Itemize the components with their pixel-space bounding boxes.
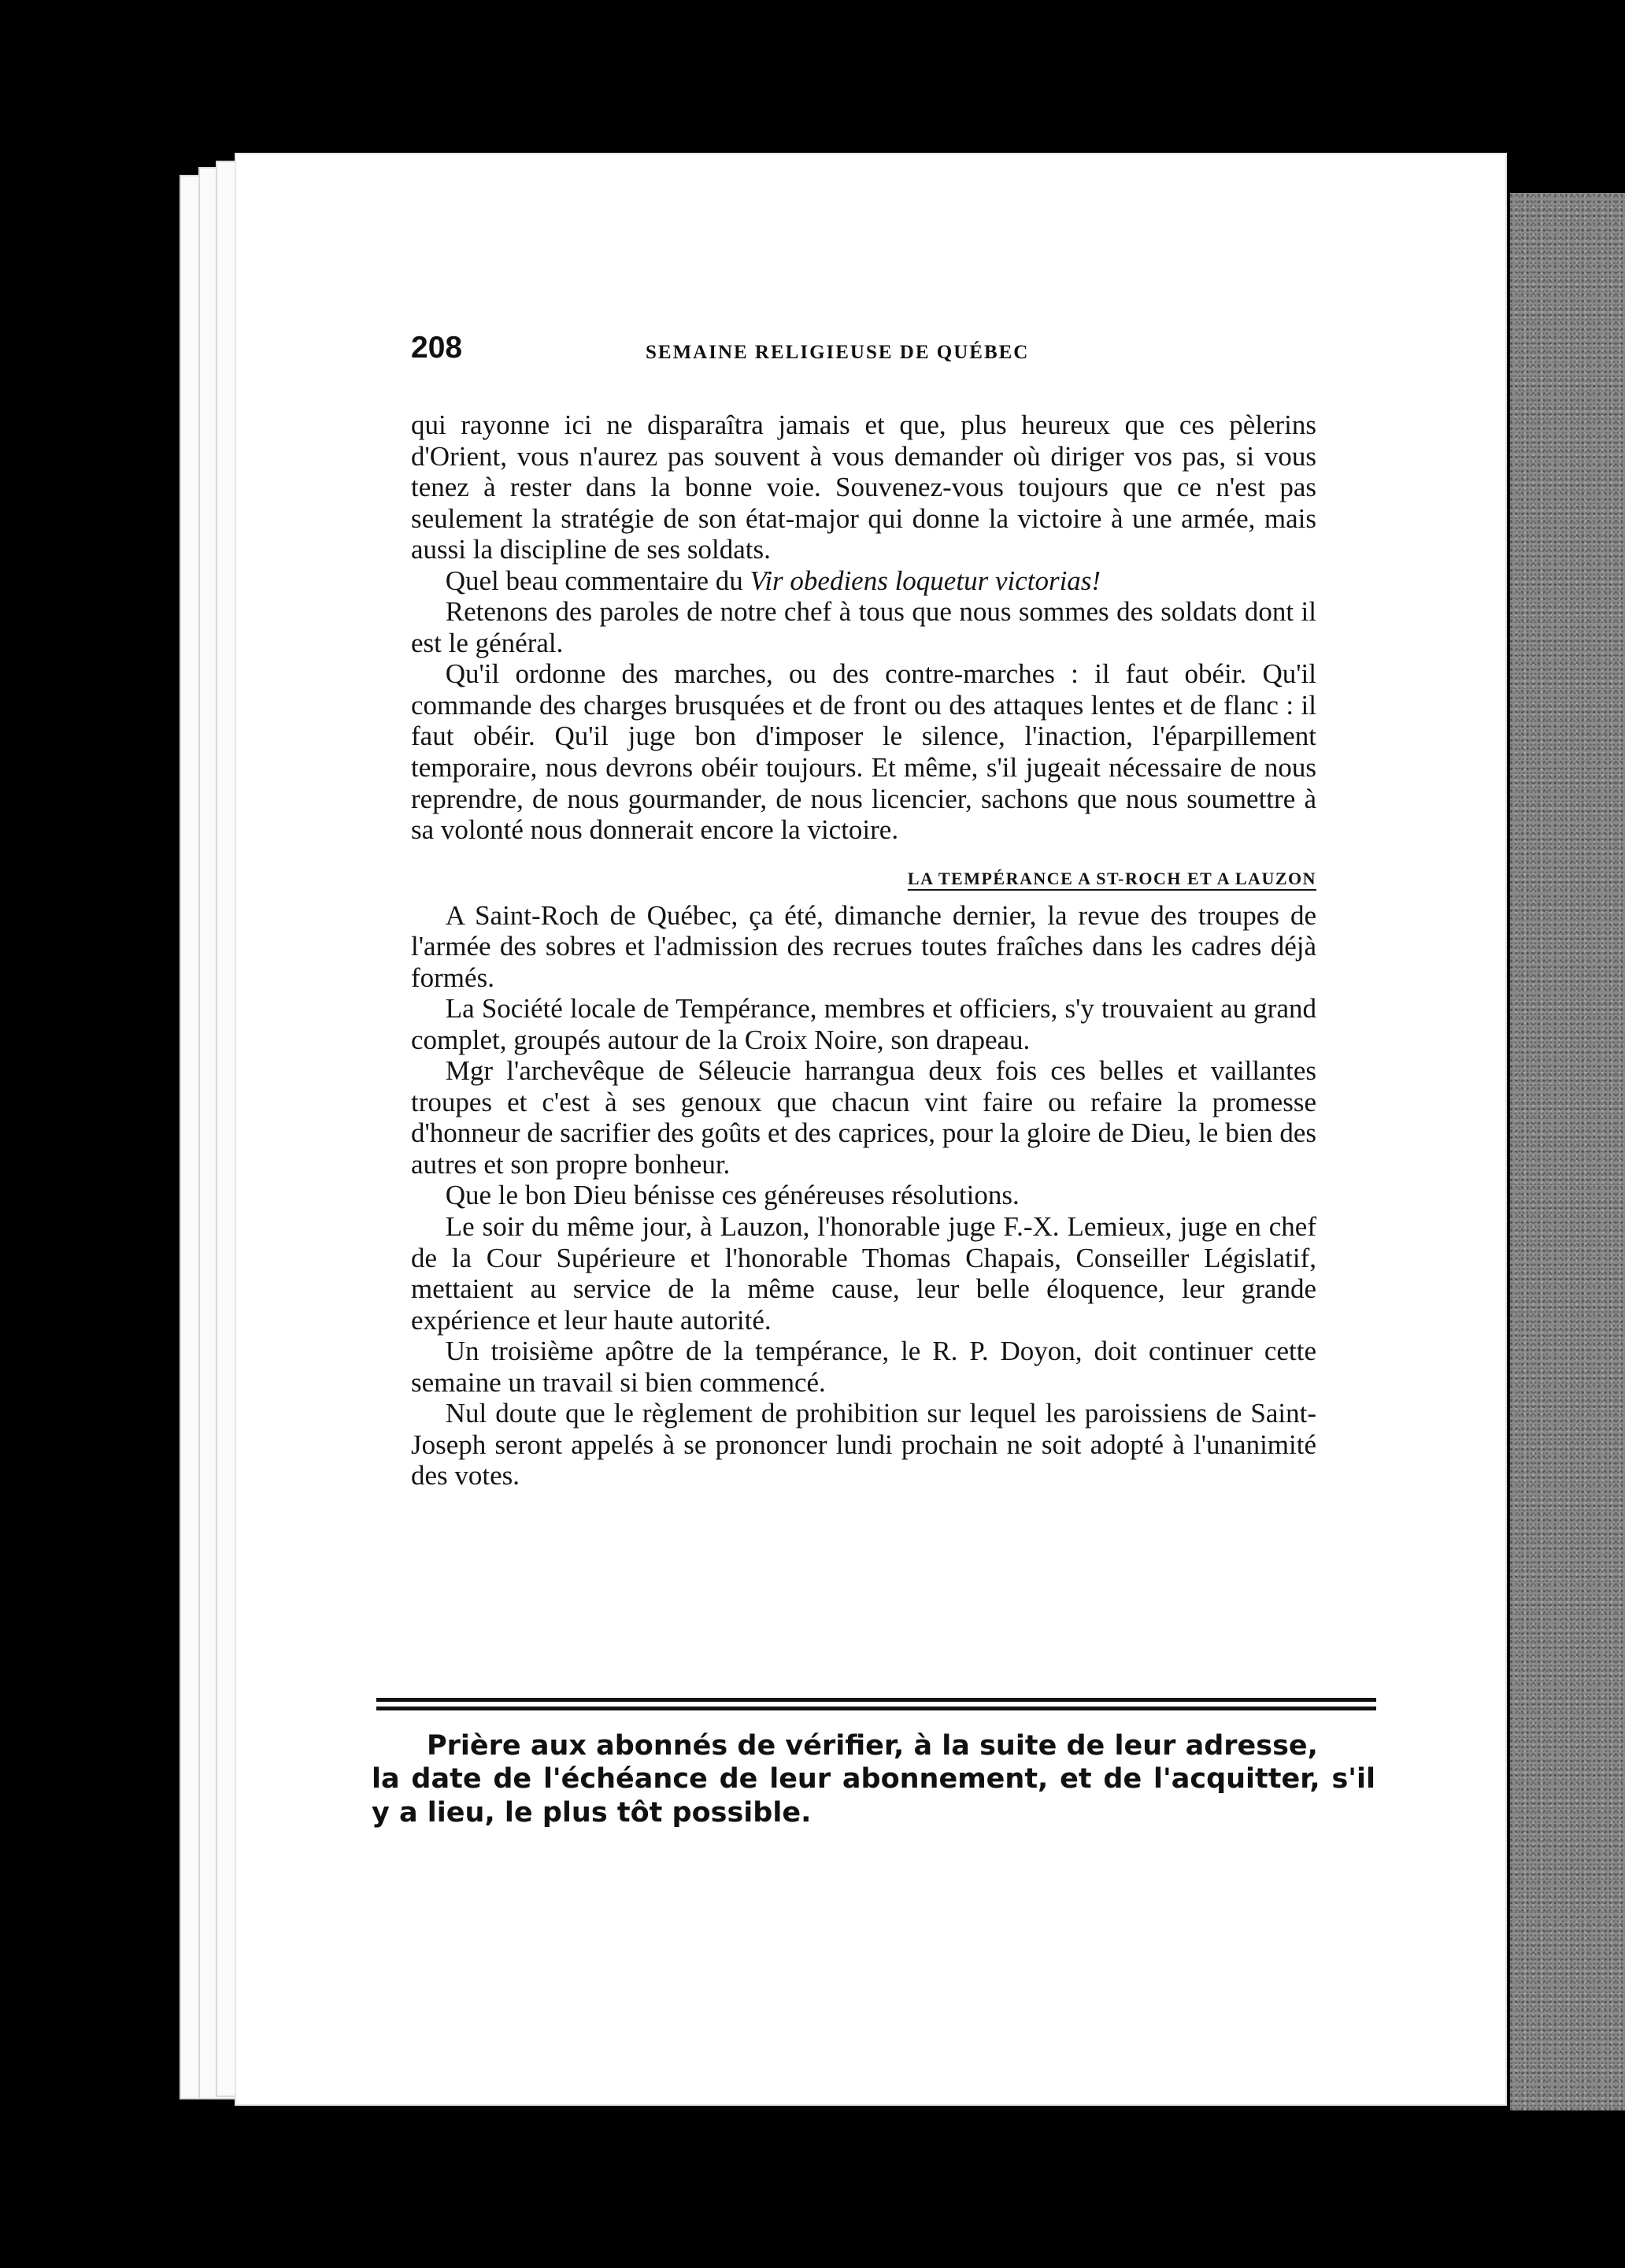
article-body bbox=[411, 410, 1316, 1492]
paragraph: Que le bon Dieu bénisse ces généreuses résolutions. bbox=[445, 1180, 1020, 1211]
running-title: SEMAINE RELIGIEUSE DE QUÉBEC bbox=[646, 342, 1030, 363]
page-number: 208 bbox=[411, 331, 463, 365]
paragraph: La Société locale de Tempérance, membres et officiers, s'y trouvaient au grand complet, groupés autour de la Croix Noire, son drapeau. bbox=[411, 993, 1316, 1055]
document-page bbox=[236, 154, 1505, 2104]
paragraph-quote bbox=[411, 565, 1316, 597]
paragraph: Un troisième apôtre de la tempérance, le R. P. Doyon, doit continuer cette semaine un travail si bien commencé. bbox=[411, 1336, 1316, 1398]
paragraph: qui rayonne ici ne disparaîtra jamais et que, plus heureux que ces pèlerins d'Orient, vous n'aurez pas souvent à vous demander où diriger vos pas, si vous tenez à rester dans la bonne voie. Souvenez-vous toujours que ce n'est pas seulement la stratégie de son état-major qui donne la victoire à une armée, mais aussi la discipline de ses soldats. bbox=[411, 410, 1316, 565]
notice-first-line: Prière aux abonnés de vérifier, à la suite de leur adresse, bbox=[427, 1730, 1318, 1762]
section-heading: LA TEMPÉRANCE A ST-ROCH ET A LAUZON bbox=[907, 868, 1316, 888]
notice-text: la date de l'échéance de leur abonnement, et de l'acquitter, s'il y a lieu, le plus tôt possible. bbox=[372, 1763, 1375, 1829]
double-rule-divider bbox=[376, 1698, 1376, 1702]
page-header bbox=[411, 331, 1353, 370]
paragraph: Mgr l'archevêque de Séleucie harrangua deux fois ces belles et vaillantes troupes et c'est à ses genoux que chacun vint faire ou refaire la promesse d'honneur de sacrifier des goûts et des caprices, pour la gloire de Dieu, le bien des autres et son propre bonheur. bbox=[411, 1055, 1316, 1180]
book-cover-edge bbox=[1510, 193, 1625, 2110]
paragraph: Nul doute que le règlement de prohibition sur lequel les paroissiens de Saint-Joseph seront appelés à se prononcer lundi prochain ne soit adopté à l'unanimité des votes. bbox=[411, 1398, 1316, 1492]
paragraph: Retenons des paroles de notre chef à tous que nous sommes des soldats dont il est le général. bbox=[411, 596, 1316, 658]
paragraph: Qu'il ordonne des marches, ou des contre-marches : il faut obéir. Qu'il commande des charges brusquées et de front ou des attaques lentes et de flanc : il faut obéir. Qu'il juge bon d'imposer le silence, l'inaction, l'éparpillement temporaire, nous devrons obéir toujours. Et même, s'il jugeait nécessaire de nous reprendre, de nous gourmander, de nous licencier, sachons que nous soumettre à sa volonté nous donnerait encore la victoire. bbox=[411, 658, 1316, 846]
paragraph: A Saint-Roch de Québec, ça été, dimanche dernier, la revue des troupes de l'armée des sobres et l'admission des recrues toutes fraîches dans les cadres déjà formés. bbox=[411, 899, 1316, 993]
quote-prefix: Quel beau commentaire du bbox=[445, 565, 750, 596]
latin-quote: Vir obediens loquetur victorias! bbox=[750, 565, 1101, 596]
paragraph: Le soir du même jour, à Lauzon, l'honorable juge F.-X. Lemieux, juge en chef de la Cour Supérieure et l'honorable Thomas Chapais, Conseiller Législatif, mettaient au service de la même cause, leur belle éloquence, leur grande expérience et leur haute autorité. bbox=[411, 1210, 1316, 1336]
subscription-notice bbox=[372, 1729, 1375, 1829]
